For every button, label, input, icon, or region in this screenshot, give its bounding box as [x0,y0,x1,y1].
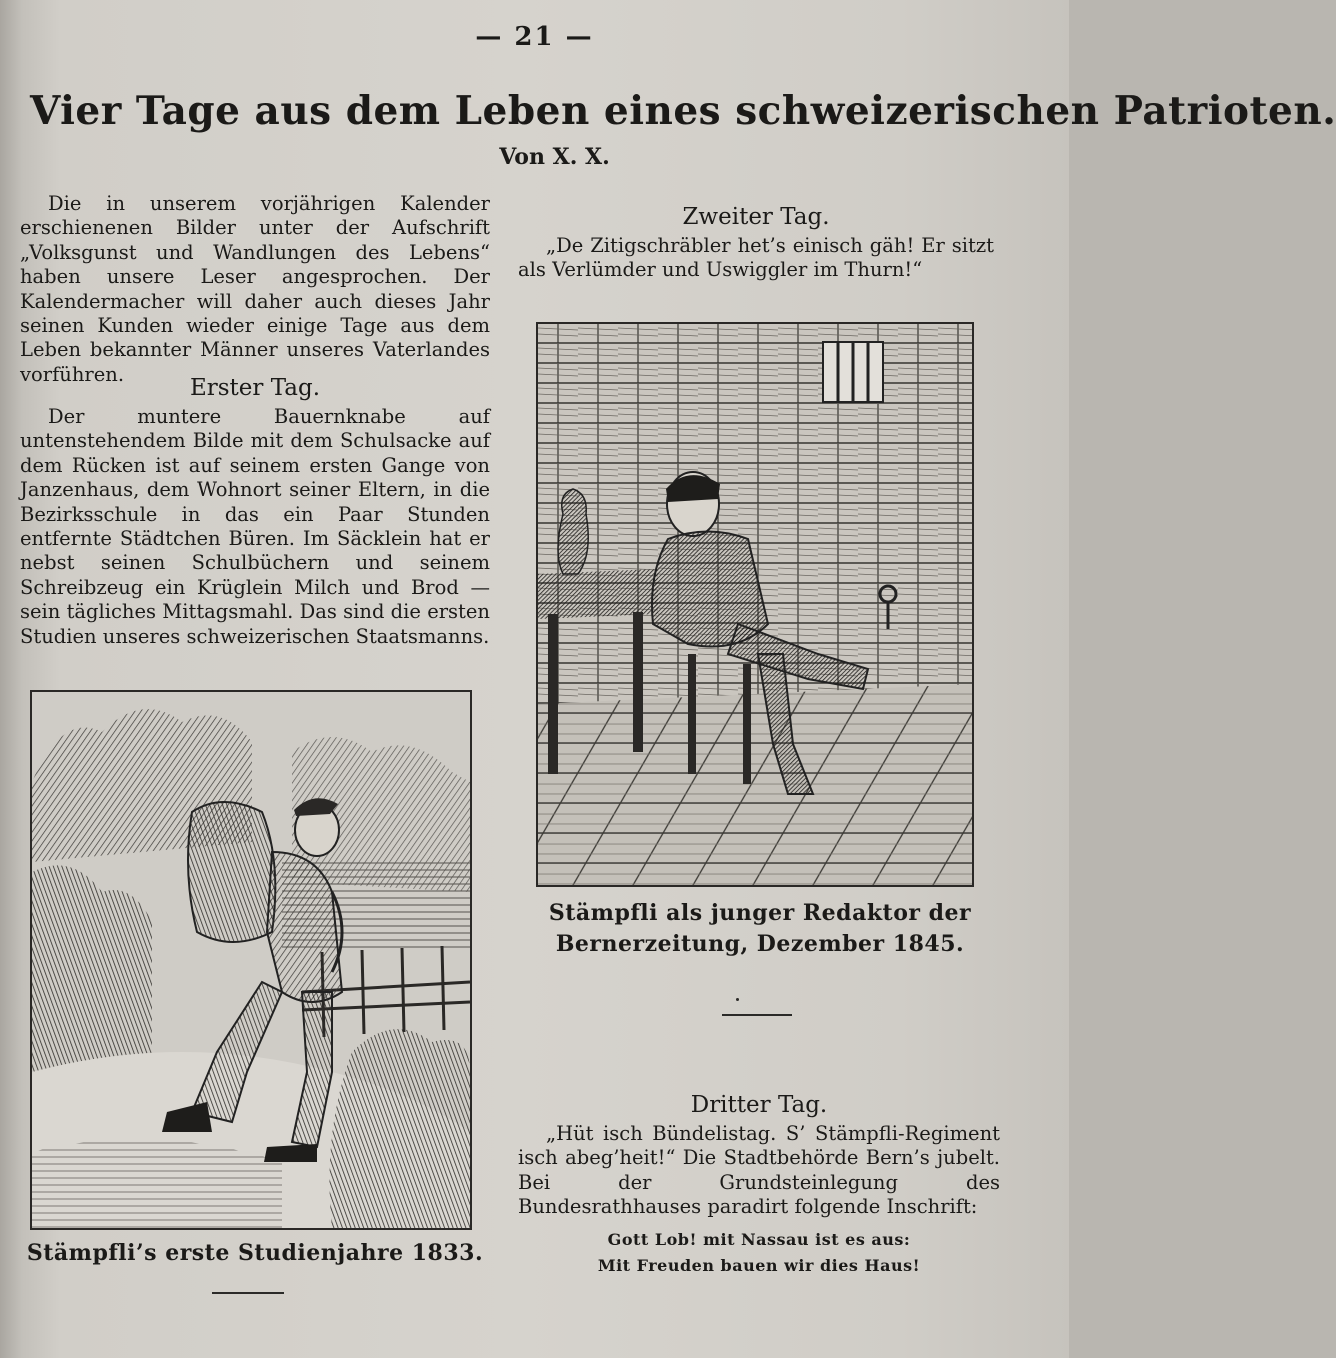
day1-paragraph: Der muntere Bauernknabe auf untenstehendem Bilde mit dem Schulsacke auf dem Rücken ist auf seinem ersten Gange von Janzenhaus, dem Wohnort seiner Eltern, in die Bezirksschule in das ein Paar Stunden entfernte Städtchen Büren. Im Säcklein hat er nebst seinen Schulbüchern und seinem Schreibzeug ein Krüglein Milch und Brod — sein tägliches Mittagsmahl. Das sind die ersten Studien unseres schweizerischen Staatsmanns. [20,405,490,648]
verse-line-1: Gott Lob! mit Nassau ist es aus: [607,1229,911,1249]
article-title: Vier Tage aus dem Leben eines schweizerischen Patrioten. [30,88,1336,134]
illustration-schoolboy [30,690,472,1230]
day3-section [518,1088,1000,1278]
day1-heading: Erster Tag. [189,375,321,401]
divider-rule-right [722,1014,792,1016]
day1-section [20,371,490,649]
illustration-prison-cell [536,322,974,887]
divider-rule-left [212,1292,284,1294]
divider-dot [736,998,739,1001]
day2-heading: Zweiter Tag. [682,204,830,230]
intro-paragraph: Die in unserem vorjährigen Kalender erschienenen Bilder unter der Aufschrift „Volksgunst und Wandlungen des Lebens“ haben unsere Leser angesprochen. Der Kalendermacher will daher auch dieses Jahr seinen Kunden wieder einige Tage aus dem Leben bekannter Männer unseres Vaterlandes vorführen. [20,192,490,386]
caption-prison [520,898,1000,960]
page-number: — 21 — [475,22,594,52]
verse-line-2: Mit Freuden bauen wir dies Haus! [597,1255,921,1275]
day2-paragraph: „De Zitigschräbler het’s einisch gäh! Er sitzt als Verlümder und Uswiggler im Thurn!“ [518,234,994,282]
day3-heading: Dritter Tag. [690,1092,828,1118]
day2-section [518,200,994,283]
byline: Von X. X. [499,144,610,170]
caption-schoolboy: Stämpfli’s erste Studienjahre 1833. [26,1240,484,1266]
day3-paragraph: „Hüt isch Bündelistag. S’ Stämpfli-Regiment isch abeg’heit!“ Die Stadtbehörde Bern’s jubelt. Bei der Grundsteinlegung des Bundesrathhauses paradirt folgende Inschrift: [518,1122,1000,1219]
caption-prison-line1: Stämpfli als junger Redaktor der [548,900,972,926]
caption-prison-line2: Bernerzeitung, Dezember 1845. [555,931,965,957]
